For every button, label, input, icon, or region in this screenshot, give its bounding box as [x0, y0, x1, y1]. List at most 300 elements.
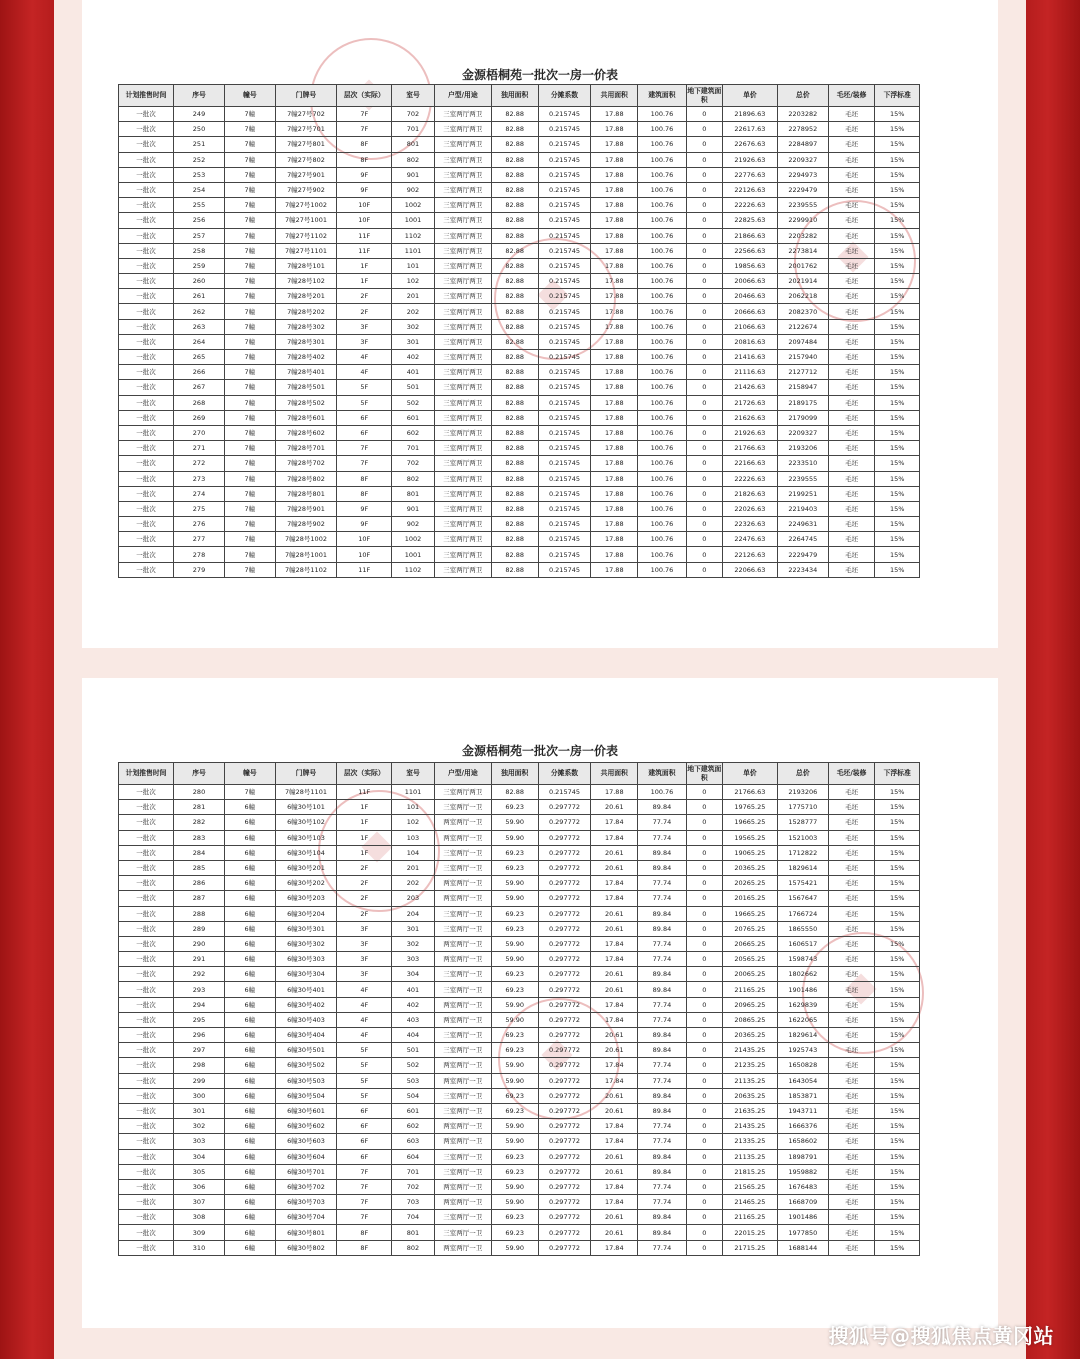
table-cell: 一批次: [119, 800, 174, 815]
table-cell: 三室两厅一卫: [434, 1210, 491, 1225]
table-cell: 15%: [875, 274, 920, 289]
table-cell: 22026.63: [722, 501, 777, 516]
table-cell: 毛坯: [828, 1012, 875, 1027]
table-cell: 7幢28号501: [275, 380, 336, 395]
table-cell: 5F: [337, 1088, 392, 1103]
column-header: 毛坯/装修: [828, 85, 875, 107]
table-cell: 77.74: [638, 1012, 687, 1027]
table-cell: 0: [686, 1210, 722, 1225]
table-cell: 287: [174, 891, 225, 906]
table-cell: 毛坯: [828, 1164, 875, 1179]
table-cell: 292: [174, 967, 225, 982]
table-cell: 9F: [337, 501, 392, 516]
table-cell: 三室两厅两卫: [434, 380, 491, 395]
table-cell: 0.215745: [538, 304, 591, 319]
table-cell: 9F: [337, 517, 392, 532]
table-cell: 17.88: [591, 350, 638, 365]
table-cell: 6幢30号303: [275, 952, 336, 967]
table-cell: 299: [174, 1073, 225, 1088]
table-row: [119, 107, 920, 122]
table-cell: 6幢30号302: [275, 936, 336, 951]
table-cell: 401: [392, 365, 434, 380]
table-cell: 4F: [337, 997, 392, 1012]
table-cell: 100.76: [638, 410, 687, 425]
table-cell: 308: [174, 1210, 225, 1225]
table-cell: 6F: [337, 1119, 392, 1134]
table-cell: 6幢30号201: [275, 860, 336, 875]
table-cell: 7F: [337, 456, 392, 471]
table-cell: 毛坯: [828, 243, 875, 258]
table-row: [119, 952, 920, 967]
table-cell: 7幢: [224, 785, 275, 800]
table-cell: 257: [174, 228, 225, 243]
table-cell: 264: [174, 334, 225, 349]
table-cell: 0: [686, 785, 722, 800]
table-cell: 6幢: [224, 1073, 275, 1088]
table-cell: 三室两厅一卫: [434, 967, 491, 982]
table-cell: 69.23: [491, 1103, 538, 1118]
table-cell: 三室两厅两卫: [434, 785, 491, 800]
table-row: [119, 410, 920, 425]
table-cell: 6幢: [224, 982, 275, 997]
table-cell: 3F: [337, 319, 392, 334]
table-cell: 7幢28号701: [275, 441, 336, 456]
table-cell: 77.74: [638, 952, 687, 967]
table-cell: 17.84: [591, 1073, 638, 1088]
table-cell: 21926.63: [722, 425, 777, 440]
table-cell: 一批次: [119, 1028, 174, 1043]
table-cell: 4F: [337, 982, 392, 997]
table-row: [119, 304, 920, 319]
table-cell: 302: [174, 1119, 225, 1134]
table-cell: 17.88: [591, 785, 638, 800]
table-cell: 7幢28号1102: [275, 562, 336, 577]
table-cell: 6幢: [224, 1164, 275, 1179]
table-cell: 15%: [875, 1088, 920, 1103]
table-cell: 15%: [875, 936, 920, 951]
table-cell: 504: [392, 1088, 434, 1103]
table-cell: 0.297772: [538, 1088, 591, 1103]
table-cell: 6幢: [224, 1028, 275, 1043]
table-cell: 69.23: [491, 800, 538, 815]
table-cell: 2F: [337, 304, 392, 319]
table-cell: 1575421: [777, 876, 828, 891]
table-cell: 69.23: [491, 906, 538, 921]
table-cell: 0.215745: [538, 425, 591, 440]
table-cell: 202: [392, 304, 434, 319]
table-cell: 6幢30号501: [275, 1043, 336, 1058]
table-cell: 77.74: [638, 876, 687, 891]
table-cell: 毛坯: [828, 1073, 875, 1088]
table-cell: 6幢: [224, 906, 275, 921]
table-cell: 21335.25: [722, 1134, 777, 1149]
table-cell: 59.90: [491, 1134, 538, 1149]
table-cell: 20.61: [591, 921, 638, 936]
table-cell: 1898791: [777, 1149, 828, 1164]
table-cell: 82.88: [491, 182, 538, 197]
table-cell: 三室两厅一卫: [434, 845, 491, 860]
table-cell: 69.23: [491, 845, 538, 860]
table-cell: 15%: [875, 1179, 920, 1194]
table-cell: 273: [174, 471, 225, 486]
table-cell: 6幢30号602: [275, 1119, 336, 1134]
table-cell: 1528777: [777, 815, 828, 830]
table-cell: 252: [174, 152, 225, 167]
table-cell: 毛坯: [828, 1134, 875, 1149]
table-cell: 82.88: [491, 380, 538, 395]
table-cell: 6幢: [224, 860, 275, 875]
table-cell: 7幢: [224, 547, 275, 562]
table-cell: 1001: [392, 547, 434, 562]
table-cell: 7幢: [224, 350, 275, 365]
table-cell: 802: [392, 1240, 434, 1255]
table-cell: 17.84: [591, 952, 638, 967]
table-cell: 17.88: [591, 562, 638, 577]
table-cell: 268: [174, 395, 225, 410]
table-cell: 毛坯: [828, 517, 875, 532]
table-cell: 15%: [875, 1195, 920, 1210]
table-row: [119, 319, 920, 334]
table-cell: 毛坯: [828, 1210, 875, 1225]
table-cell: 0.297772: [538, 1058, 591, 1073]
table-cell: 1606517: [777, 936, 828, 951]
table-cell: 一批次: [119, 365, 174, 380]
table-cell: 2062218: [777, 289, 828, 304]
table-cell: 17.88: [591, 380, 638, 395]
column-header: 门牌号: [275, 763, 336, 785]
table-cell: 7幢28号202: [275, 304, 336, 319]
table-cell: 6F: [337, 1134, 392, 1149]
table-cell: 7幢: [224, 532, 275, 547]
table-cell: 毛坯: [828, 1028, 875, 1043]
table-cell: 17.84: [591, 1058, 638, 1073]
column-header: 分摊系数: [538, 763, 591, 785]
table-row: [119, 243, 920, 258]
table-cell: 0: [686, 319, 722, 334]
table-cell: 17.88: [591, 395, 638, 410]
table-cell: 19065.25: [722, 845, 777, 860]
table-cell: 59.90: [491, 1240, 538, 1255]
table-cell: 17.88: [591, 334, 638, 349]
table-cell: 100.76: [638, 167, 687, 182]
table-cell: 100.76: [638, 350, 687, 365]
table-cell: 0.297772: [538, 1134, 591, 1149]
table-cell: 15%: [875, 410, 920, 425]
table-cell: 15%: [875, 982, 920, 997]
table-header-row: [119, 763, 920, 785]
table-cell: 0.297772: [538, 1028, 591, 1043]
table-cell: 0.297772: [538, 1195, 591, 1210]
table-cell: 102: [392, 815, 434, 830]
table-cell: 77.74: [638, 830, 687, 845]
table-cell: 毛坯: [828, 289, 875, 304]
table-cell: 6幢30号103: [275, 830, 336, 845]
table-cell: 21416.63: [722, 350, 777, 365]
table-cell: 0: [686, 952, 722, 967]
table-cell: 0: [686, 350, 722, 365]
table-cell: 0.297772: [538, 1164, 591, 1179]
table-row: [119, 906, 920, 921]
table-cell: 22226.63: [722, 471, 777, 486]
table-cell: 15%: [875, 365, 920, 380]
table-cell: 17.88: [591, 167, 638, 182]
table-cell: 22566.63: [722, 243, 777, 258]
table-cell: 100.76: [638, 213, 687, 228]
table-cell: 2239555: [777, 198, 828, 213]
table-cell: 6幢30号802: [275, 1240, 336, 1255]
table-row: [119, 1179, 920, 1194]
table-cell: 0: [686, 1240, 722, 1255]
table-cell: 6幢: [224, 967, 275, 982]
table-cell: 三室两厅两卫: [434, 334, 491, 349]
table-cell: 403: [392, 1012, 434, 1027]
table-cell: 毛坯: [828, 785, 875, 800]
table-cell: 2F: [337, 289, 392, 304]
table-cell: 三室两厅两卫: [434, 122, 491, 137]
column-header: 地下建筑面积: [686, 85, 722, 107]
table-cell: 6幢30号101: [275, 800, 336, 815]
table-row: [119, 441, 920, 456]
table-row: [119, 1058, 920, 1073]
table-cell: 59.90: [491, 830, 538, 845]
table-cell: 89.84: [638, 1149, 687, 1164]
table-cell: 0: [686, 1195, 722, 1210]
table-cell: 21715.25: [722, 1240, 777, 1255]
table-cell: 7幢: [224, 182, 275, 197]
table-cell: 毛坯: [828, 258, 875, 273]
table-cell: 5F: [337, 1058, 392, 1073]
table-cell: 22476.63: [722, 532, 777, 547]
table-cell: 一批次: [119, 1240, 174, 1255]
table-cell: 毛坯: [828, 410, 875, 425]
table-cell: 82.88: [491, 107, 538, 122]
table-cell: 249: [174, 107, 225, 122]
table-cell: 一批次: [119, 1225, 174, 1240]
table-cell: 7幢28号401: [275, 365, 336, 380]
table-cell: 2157940: [777, 350, 828, 365]
table-cell: 77.74: [638, 815, 687, 830]
table-cell: 701: [392, 441, 434, 456]
table-cell: 6幢: [224, 952, 275, 967]
table-cell: 703: [392, 1195, 434, 1210]
table-cell: 6F: [337, 1103, 392, 1118]
table-cell: 22776.63: [722, 167, 777, 182]
table-cell: 100.76: [638, 471, 687, 486]
table-row: [119, 1012, 920, 1027]
table-cell: 毛坯: [828, 107, 875, 122]
table-cell: 20265.25: [722, 876, 777, 891]
table-cell: 17.88: [591, 486, 638, 501]
table-cell: 6幢: [224, 891, 275, 906]
table-cell: 801: [392, 1225, 434, 1240]
table-cell: 三室两厅两卫: [434, 532, 491, 547]
table-cell: 802: [392, 471, 434, 486]
table-cell: 0: [686, 1103, 722, 1118]
table-cell: 501: [392, 1043, 434, 1058]
table-row: [119, 1240, 920, 1255]
table-cell: 三室两厅两卫: [434, 182, 491, 197]
table-cell: 6幢30号403: [275, 1012, 336, 1027]
table-cell: 253: [174, 167, 225, 182]
table-cell: 15%: [875, 967, 920, 982]
table-cell: 毛坯: [828, 304, 875, 319]
table-cell: 82.88: [491, 137, 538, 152]
table-cell: 100.76: [638, 395, 687, 410]
table-cell: 4F: [337, 365, 392, 380]
column-header: 地下建筑面积: [686, 763, 722, 785]
table-cell: 59.90: [491, 1119, 538, 1134]
column-header: 门牌号: [275, 85, 336, 107]
table-cell: 0: [686, 1028, 722, 1043]
table-cell: 502: [392, 395, 434, 410]
column-header: 下浮标准: [875, 763, 920, 785]
table-cell: 15%: [875, 532, 920, 547]
table-cell: 17.88: [591, 304, 638, 319]
table-cell: 三室两厅两卫: [434, 198, 491, 213]
table-cell: 1102: [392, 562, 434, 577]
table-cell: 17.88: [591, 122, 638, 137]
table-cell: 三室两厅一卫: [434, 1088, 491, 1103]
table-cell: 291: [174, 952, 225, 967]
table-cell: 21866.63: [722, 228, 777, 243]
table-cell: 三室两厅一卫: [434, 982, 491, 997]
table-cell: 0.297772: [538, 1012, 591, 1027]
table-cell: 1F: [337, 845, 392, 860]
table-row: [119, 1225, 920, 1240]
table-cell: 89.84: [638, 921, 687, 936]
table-cell: 22126.63: [722, 182, 777, 197]
table-cell: 300: [174, 1088, 225, 1103]
table-cell: 89.84: [638, 1164, 687, 1179]
table-cell: 三室两厅两卫: [434, 107, 491, 122]
table-cell: 2264745: [777, 532, 828, 547]
table-cell: 0: [686, 152, 722, 167]
table-cell: 一批次: [119, 213, 174, 228]
table-cell: 701: [392, 1164, 434, 1179]
table-cell: 9F: [337, 182, 392, 197]
table-row: [119, 815, 920, 830]
table-cell: 59.90: [491, 876, 538, 891]
table-cell: 一批次: [119, 517, 174, 532]
table-cell: 毛坯: [828, 456, 875, 471]
table-cell: 15%: [875, 441, 920, 456]
table-cell: 6幢30号104: [275, 845, 336, 860]
table-cell: 77.74: [638, 1073, 687, 1088]
table-cell: 三室两厅两卫: [434, 289, 491, 304]
table-cell: 17.88: [591, 243, 638, 258]
table-cell: 17.88: [591, 471, 638, 486]
table-cell: 304: [174, 1149, 225, 1164]
table-cell: 0.215745: [538, 441, 591, 456]
table-cell: 三室两厅两卫: [434, 547, 491, 562]
table-cell: 8F: [337, 1240, 392, 1255]
table-cell: 7幢: [224, 213, 275, 228]
table-cell: 2209327: [777, 152, 828, 167]
table-cell: 两室两厅一卫: [434, 1012, 491, 1027]
table-cell: 17.84: [591, 876, 638, 891]
table-cell: 一批次: [119, 319, 174, 334]
table-cell: 7F: [337, 441, 392, 456]
column-header: 单价: [722, 85, 777, 107]
table-cell: 2219403: [777, 501, 828, 516]
table-cell: 一批次: [119, 471, 174, 486]
table-cell: 毛坯: [828, 1179, 875, 1194]
table-cell: 6幢30号401: [275, 982, 336, 997]
table-cell: 17.84: [591, 997, 638, 1012]
table-cell: 22166.63: [722, 456, 777, 471]
column-header: 独用面积: [491, 85, 538, 107]
table-cell: 0: [686, 441, 722, 456]
table-cell: 203: [392, 891, 434, 906]
table-cell: 三室两厅两卫: [434, 304, 491, 319]
table-cell: 302: [392, 936, 434, 951]
table-cell: 17.88: [591, 228, 638, 243]
table-cell: 204: [392, 906, 434, 921]
sheet-title: 金源梧桐苑一批次一房一价表: [461, 744, 618, 758]
table-cell: 一批次: [119, 228, 174, 243]
table-cell: 59.90: [491, 1058, 538, 1073]
table-cell: 102: [392, 274, 434, 289]
table-cell: 2122674: [777, 319, 828, 334]
table-cell: 6幢30号703: [275, 1195, 336, 1210]
column-header: 共用面积: [591, 85, 638, 107]
table-cell: 288: [174, 906, 225, 921]
table-cell: 三室两厅一卫: [434, 906, 491, 921]
table-cell: 1101: [392, 243, 434, 258]
table-cell: 1002: [392, 532, 434, 547]
table-cell: 7幢: [224, 289, 275, 304]
table-cell: 毛坯: [828, 532, 875, 547]
table-cell: 7幢28号302: [275, 319, 336, 334]
table-cell: 15%: [875, 952, 920, 967]
table-cell: 702: [392, 107, 434, 122]
table-cell: 100.76: [638, 425, 687, 440]
table-cell: 6幢: [224, 1058, 275, 1073]
table-row: [119, 967, 920, 982]
table-cell: 3F: [337, 967, 392, 982]
table-cell: 三室两厅一卫: [434, 1028, 491, 1043]
column-header: 建筑面积: [638, 763, 687, 785]
table-cell: 15%: [875, 107, 920, 122]
table-cell: 一批次: [119, 501, 174, 516]
table-cell: 0: [686, 182, 722, 197]
column-header: 户型/用途: [434, 763, 491, 785]
table-cell: 1676483: [777, 1179, 828, 1194]
table-cell: 1629839: [777, 997, 828, 1012]
table-cell: 100.76: [638, 517, 687, 532]
price-table: [118, 762, 920, 1256]
table-cell: 一批次: [119, 395, 174, 410]
table-cell: 301: [392, 921, 434, 936]
table-cell: 一批次: [119, 547, 174, 562]
table-cell: 毛坯: [828, 198, 875, 213]
table-cell: 0.297772: [538, 830, 591, 845]
table-cell: 0.215745: [538, 350, 591, 365]
table-cell: 三室两厅两卫: [434, 319, 491, 334]
table-cell: 0.297772: [538, 1149, 591, 1164]
table-cell: 1650828: [777, 1058, 828, 1073]
table-cell: 22326.63: [722, 517, 777, 532]
table-cell: 2273814: [777, 243, 828, 258]
table-cell: 82.88: [491, 167, 538, 182]
table-cell: 6幢: [224, 1103, 275, 1118]
column-header: 计划推售时间: [119, 763, 174, 785]
table-cell: 1977850: [777, 1225, 828, 1240]
table-cell: 250: [174, 122, 225, 137]
table-header-row: [119, 85, 920, 107]
table-cell: 一批次: [119, 1179, 174, 1194]
table-cell: 毛坯: [828, 1225, 875, 1240]
